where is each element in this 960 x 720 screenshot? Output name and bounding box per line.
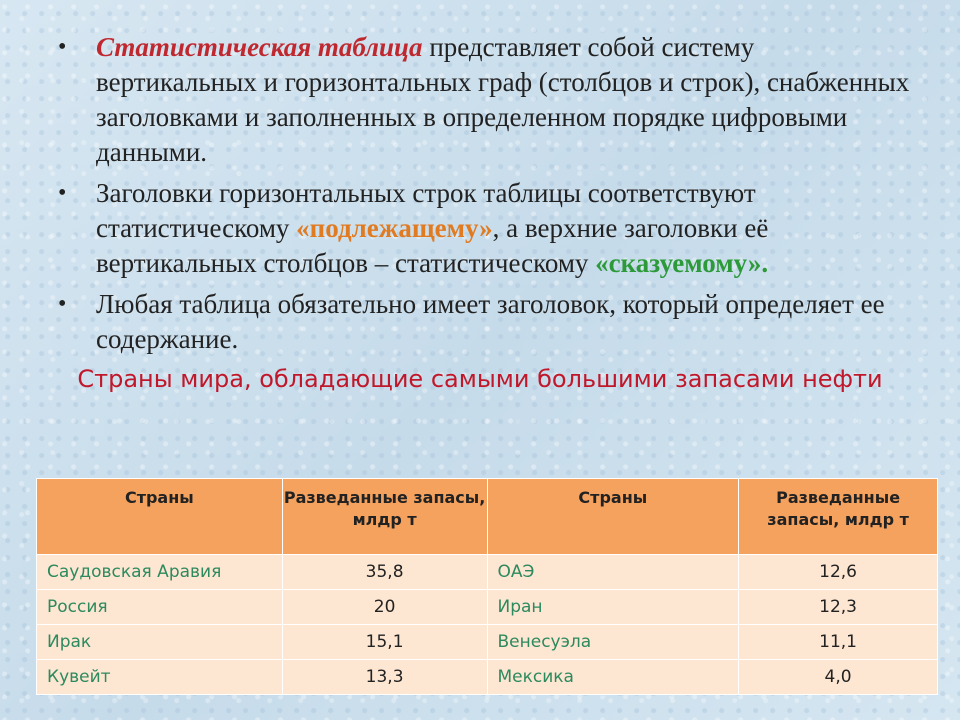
bullet-marker: • [58, 291, 67, 317]
country-cell: Иран [487, 590, 739, 625]
table-row [37, 625, 938, 660]
definition-text: представляет собой систему вертикальных и горизонтальных граф (столбцов и строк), снабженных заголовками и заполненных в определенном порядке цифровыми данными. [96, 32, 910, 167]
term-predicate: «сказуемому». [595, 248, 769, 278]
table-row [37, 590, 938, 625]
table-header-row [37, 479, 938, 555]
header-countries: Страны [487, 479, 739, 555]
reserves-cell: 11,1 [739, 625, 938, 660]
reserves-cell: 13,3 [282, 660, 487, 695]
term-subject: «подлежащему» [296, 213, 493, 243]
country-cell: Мексика [487, 660, 739, 695]
term-statistical-table: Статистическая таблица [96, 32, 423, 62]
bullet-marker: • [58, 180, 67, 206]
title-rule-text: Любая таблица обязательно имеет заголовок, который определяет ее содержание. [96, 289, 885, 354]
bullet-list [58, 30, 918, 363]
header-reserves: Разведанные запасы, млдр т [282, 479, 487, 555]
country-cell: Саудовская Аравия [37, 555, 283, 590]
reserves-cell: 12,3 [739, 590, 938, 625]
reserves-cell: 12,6 [739, 555, 938, 590]
country-cell: Венесуэла [487, 625, 739, 660]
reserves-cell: 15,1 [282, 625, 487, 660]
predicate-intro-text: , а верхние заголовки её вертикальных столбцов – статистическому [96, 213, 769, 278]
bullet-item-title-rule [58, 287, 918, 357]
country-cell: Кувейт [37, 660, 283, 695]
country-cell: Ирак [37, 625, 283, 660]
table-row [37, 555, 938, 590]
bullet-item-subject-predicate [58, 176, 918, 281]
table-caption: Страны мира, обладающие самыми большими запасами нефти [77, 365, 883, 393]
country-cell: Россия [37, 590, 283, 625]
reserves-cell: 4,0 [739, 660, 938, 695]
reserves-cell: 20 [282, 590, 487, 625]
table-row [37, 660, 938, 695]
subject-intro-text: Заголовки горизонтальных строк таблицы соответствуют статистическому [96, 178, 756, 243]
bullet-marker: • [58, 34, 67, 60]
country-cell: ОАЭ [487, 555, 739, 590]
bullet-item-definition [58, 30, 918, 170]
header-countries: Страны [37, 479, 283, 555]
reserves-cell: 35,8 [282, 555, 487, 590]
header-reserves: Разведанные запасы, млдр т [739, 479, 938, 555]
oil-reserves-table [36, 478, 938, 695]
